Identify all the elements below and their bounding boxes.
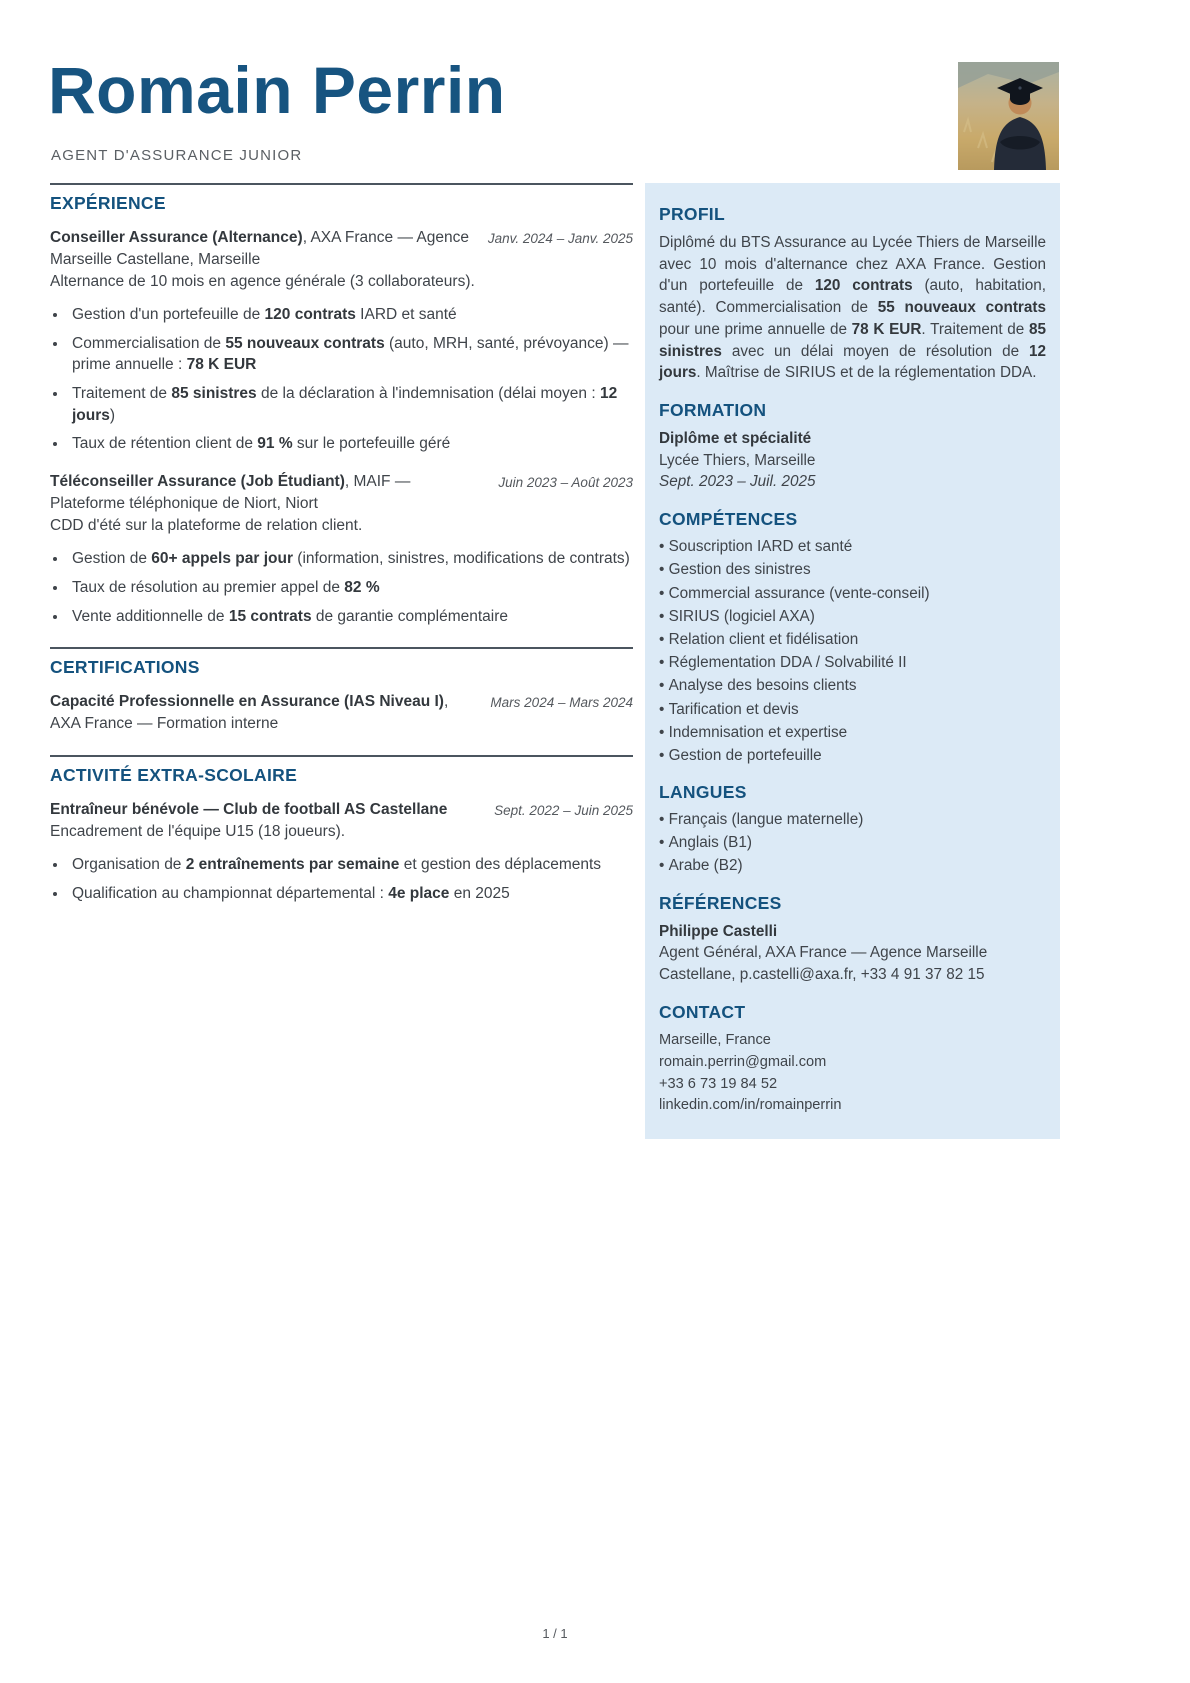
entry-summary: CDD d'été sur la plateforme de relation client. — [50, 517, 363, 535]
contact-line: Marseille, France — [659, 1031, 771, 1048]
highlight-text: 2 entraînements par semaine — [185, 856, 400, 874]
formation-school: Lycée Thiers, Marseille — [659, 451, 816, 469]
bullet-item — [68, 606, 633, 628]
highlight-text: 12 jours — [659, 342, 1046, 382]
cap-button — [1018, 86, 1021, 89]
skill-item: • Analyse des besoins clients — [659, 676, 1046, 696]
entry-summary: Alternance de 10 mois en agence générale (3 collaborateurs). — [50, 273, 475, 290]
text-run: Taux de résolution au premier appel de — [72, 578, 345, 596]
contact-block — [659, 1030, 1046, 1118]
text-run: pour une prime annuelle de — [659, 320, 852, 338]
page-footer — [50, 1626, 1060, 1641]
text-run: Traitement de — [72, 385, 172, 403]
entry-title — [50, 691, 633, 735]
formation-degree: Diplôme et spécialité — [659, 430, 812, 448]
section — [50, 755, 633, 904]
text-run: Diplômé du BTS Assurance au Lycée Thiers de Marseille avec 10 mois d'alternance chez AXA France. Gestion d'un portefeuille de — [659, 234, 1046, 295]
entry-title-bold: Téléconseiller Assurance (Job Étudiant) — [50, 473, 345, 491]
text-run: (information, sinistres, modifications de contrats) — [293, 550, 630, 568]
entry-title-rest: , AXA France — Formation interne — [50, 693, 449, 733]
highlight-text: 55 nouveaux contrats — [877, 299, 1046, 317]
highlight-text: 15 contrats — [228, 607, 312, 625]
section — [50, 183, 633, 627]
formation-heading: FORMATION — [659, 400, 767, 421]
skill-item: • Indemnisation et expertise — [659, 723, 1046, 743]
bullet-item — [68, 383, 633, 426]
text-run: de la déclaration à l'indemnisation (délai moyen : — [256, 385, 600, 403]
profile-photo — [958, 62, 1059, 170]
skill-item: • Gestion de portefeuille — [659, 746, 1046, 766]
bullet-item — [68, 433, 633, 455]
highlight-text: 60+ appels par jour — [151, 550, 293, 568]
skill-item: • SIRIUS (logiciel AXA) — [659, 607, 1046, 627]
text-run: IARD et santé — [355, 306, 457, 323]
contact-line: +33 6 73 19 84 52 — [659, 1075, 778, 1092]
sidebar-panel — [645, 183, 1060, 1139]
section — [50, 647, 633, 735]
experience-entry — [50, 691, 633, 735]
profil-paragraph — [659, 232, 1046, 384]
text-run: Vente additionnelle de — [72, 607, 229, 625]
language-item: • Anglais (B1) — [659, 833, 1046, 853]
experience-entry — [50, 471, 633, 627]
skill-item: • Réglementation DDA / Solvabilité II — [659, 653, 1046, 673]
entry-title-bold: Capacité Professionnelle en Assurance (IAS Niveau I) — [50, 693, 444, 711]
contact-heading: CONTACT — [659, 1001, 746, 1022]
skill-item: • Commercial assurance (vente-conseil) — [659, 584, 1046, 604]
bullet-list — [68, 548, 633, 627]
experience-entry — [50, 227, 633, 455]
candidate-role: AGENT D'ASSURANCE JUNIOR — [51, 147, 303, 164]
text-run: Taux de rétention client de — [72, 435, 258, 453]
contact-line: linkedin.com/in/romainperrin — [659, 1097, 842, 1114]
references-heading: RÉFÉRENCES — [659, 892, 782, 913]
entry-title-rest: , MAIF — Plateforme téléphonique de Niort, Niort — [50, 473, 411, 513]
text-run: de garantie complémentaire — [311, 607, 509, 625]
entry-summary: Encadrement de l'équipe U15 (18 joueurs). — [50, 823, 346, 841]
bullet-list — [68, 304, 633, 455]
entry-title-rest: , AXA France — Agence Marseille Castellane, Marseille — [50, 229, 469, 268]
highlight-text: 91 % — [257, 435, 293, 453]
text-run: Organisation de — [72, 856, 186, 874]
text-run: Gestion de — [72, 550, 152, 568]
reference-name: Philippe Castelli — [659, 922, 778, 940]
formation-dates: Sept. 2023 – Juil. 2025 — [659, 473, 816, 491]
entry-date: Juin 2023 – Août 2023 — [498, 475, 633, 491]
bullet-item — [68, 854, 633, 876]
profil-heading: PROFIL — [659, 204, 725, 224]
text-run: ) — [109, 406, 116, 424]
graduate-photo-illustration — [958, 62, 1059, 170]
language-item: • Français (langue maternelle) — [659, 810, 1046, 830]
text-run: sur le portefeuille géré — [292, 435, 451, 453]
text-run: . Traitement de — [921, 320, 1029, 338]
bullet-list — [68, 854, 633, 904]
section-heading: EXPÉRIENCE — [50, 193, 166, 213]
cap-base — [1010, 92, 1030, 105]
highlight-text: 85 sinistres — [171, 385, 257, 403]
section-heading: CERTIFICATIONS — [50, 657, 200, 678]
highlight-text: 78 K EUR — [851, 320, 922, 338]
highlight-text: 85 sinistres — [659, 320, 1047, 360]
entry-title-bold: Entraîneur bénévole — Club de football AS Castellane — [50, 801, 448, 819]
entry-date: Mars 2024 – Mars 2024 — [490, 695, 633, 711]
experience-entry — [50, 799, 633, 904]
entry-title — [50, 471, 633, 515]
text-run: Commercialisation de — [72, 334, 226, 352]
entry-date: Sept. 2022 – Juin 2025 — [494, 803, 633, 819]
highlight-text: 4e place — [388, 884, 450, 902]
candidate-name: Romain Perrin — [48, 53, 506, 127]
langues-list — [659, 810, 1046, 877]
reference-details: Agent Général, AXA France — Agence Marseille Castellane, p.castelli@axa.fr, +33 4 91 37 82 15 — [659, 944, 988, 984]
entry-title — [50, 227, 633, 271]
skill-item: • Gestion des sinistres — [659, 560, 1046, 580]
entry-date: Janv. 2024 – Janv. 2025 — [487, 231, 633, 246]
main-column — [50, 183, 633, 925]
text-run: . Maîtrise de SIRIUS et de la réglementation DDA. — [696, 364, 1037, 382]
text-run: (auto, habitation, santé). Commercialisation de — [659, 277, 1047, 317]
skill-item: • Relation client et fidélisation — [659, 630, 1046, 650]
bullet-item — [68, 333, 633, 376]
highlight-text: 12 jours — [72, 385, 618, 424]
text-run: avec un délai moyen de résolution de — [721, 342, 1029, 360]
highlight-text: 78 K EUR — [186, 356, 257, 374]
highlight-text: 55 nouveaux contrats — [225, 334, 385, 352]
text-run: Qualification au championnat départemental : — [72, 884, 389, 902]
highlight-text: 82 % — [344, 578, 380, 596]
entry-title — [50, 799, 633, 821]
bullet-item — [68, 304, 633, 326]
bullet-item — [68, 548, 633, 570]
entry-title-bold: Conseiller Assurance (Alternance) — [50, 229, 303, 246]
langues-heading: LANGUES — [659, 782, 747, 803]
skill-item: • Souscription IARD et santé — [659, 537, 1046, 557]
section-heading: ACTIVITÉ EXTRA-SCOLAIRE — [50, 765, 298, 786]
skill-item: • Tarification et devis — [659, 700, 1046, 720]
language-item: • Arabe (B2) — [659, 856, 1046, 876]
text-run: Gestion d'un portefeuille de — [72, 306, 265, 323]
text-run: en 2025 — [449, 884, 510, 902]
text-run: et gestion des déplacements — [399, 856, 602, 874]
competences-heading: COMPÉTENCES — [659, 509, 798, 530]
contact-line: romain.perrin@gmail.com — [659, 1053, 827, 1070]
competences-list — [659, 537, 1046, 766]
highlight-text: 120 contrats — [814, 277, 913, 295]
page-number: 1 / 1 — [542, 1626, 568, 1641]
highlight-text: 120 contrats — [264, 306, 356, 323]
text-run: (auto, MRH, santé, prévoyance) — prime annuelle : — [72, 334, 629, 374]
bullet-item — [68, 577, 633, 599]
bullet-item — [68, 883, 633, 905]
